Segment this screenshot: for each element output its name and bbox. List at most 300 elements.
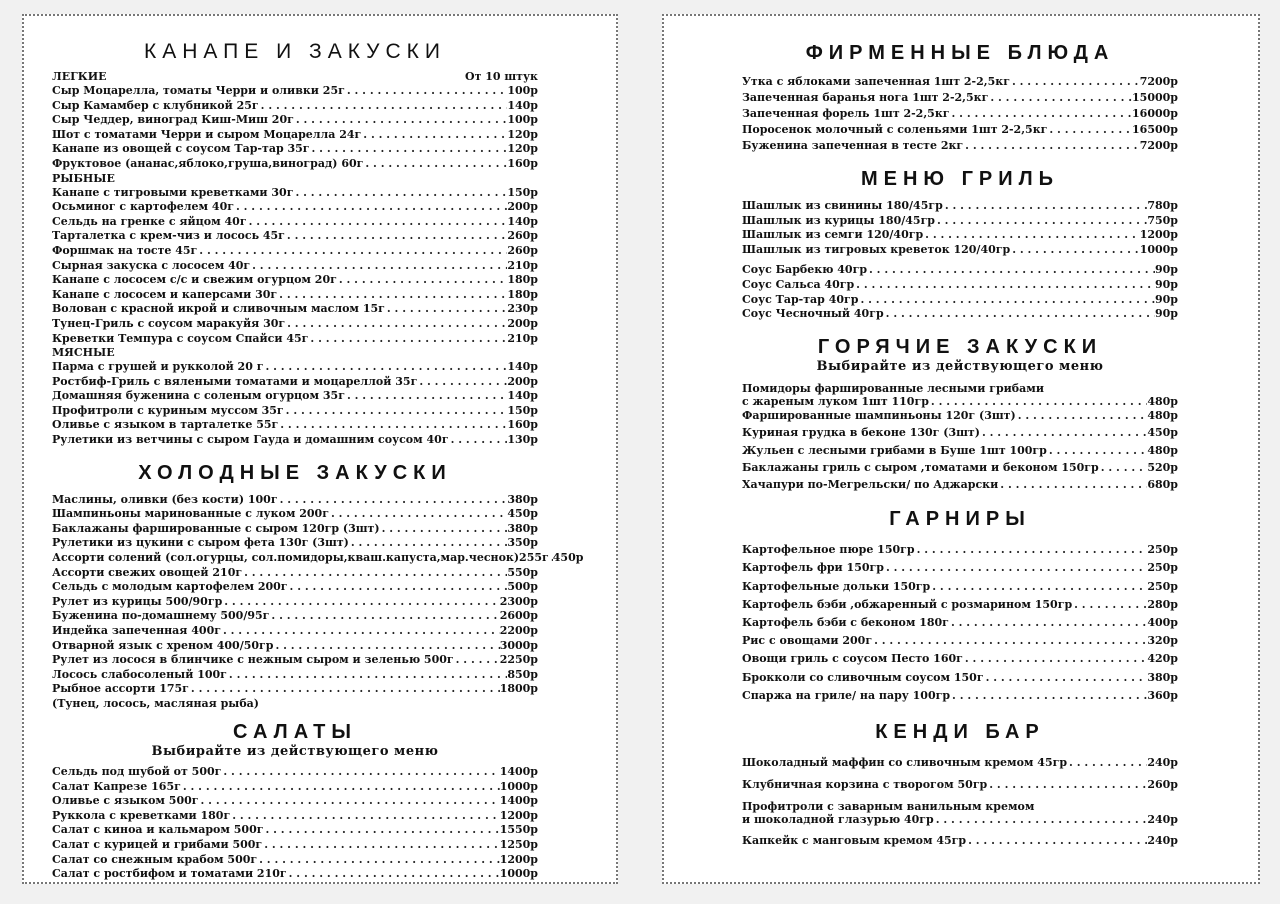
dot-leader [949,616,1147,631]
category-meat [52,346,538,360]
item-price: 3000р [499,638,538,652]
item-price: 210р [507,258,538,272]
item-price: 90р [1155,292,1178,306]
item-price: 180р [507,273,538,287]
item-name: Куриная грудка в беконе 130г (3шт) [742,426,980,440]
dot-leader [935,214,1147,229]
dot-leader [269,609,499,624]
item-price: 1250р [499,837,538,851]
dot-leader [867,263,1155,278]
menu-item [52,809,538,824]
menu-item [52,128,538,143]
item-name: Рулет из курицы 500/90гр [52,594,223,608]
menu-item [742,444,1178,459]
dot-leader [1047,123,1132,138]
item-name: Шашлык из курицы 180/45гр [742,213,935,227]
item-price: 280р [1147,597,1178,611]
section-title-grill: МЕНЮ ГРИЛЬ [860,167,1060,190]
dot-leader [984,671,1148,686]
menu-item [742,228,1178,243]
hot-item-multiline: Помидоры фаршированные лесными грибами [742,381,1044,395]
item-price: 520р [1147,460,1178,474]
dot-leader [980,426,1147,441]
menu-item [742,123,1178,138]
menu-item [742,395,1178,410]
item-price: 90р [1155,277,1178,291]
menu-item [52,259,538,274]
item-name: Сыр Чеддер, виноград Киш-Миш 20г [52,113,294,127]
left-content [52,16,584,882]
dot-leader [234,200,507,215]
menu-item [52,566,538,581]
item-price: 400р [1147,616,1178,630]
dot-leader [263,360,507,375]
dot-leader [285,229,507,244]
item-price: 150р [507,403,538,417]
category-label: ЛЕГКИЕ [52,70,107,83]
menu-item [52,867,538,882]
item-name: Салат со снежным крабом 500г [52,852,258,866]
item-name: Тарталетка с крем-чиз и лосось 45г [52,229,285,243]
menu-item [52,244,538,259]
dot-leader [273,639,499,654]
menu-item [52,780,538,795]
menu-item [742,834,1178,849]
menu-item [52,142,538,157]
item-name: Ассорти свежих овощей 210г [52,565,243,579]
item-price: 480р [1147,394,1178,408]
dot-leader [943,199,1148,214]
item-name: Шот с томатами Черри и сыром Моцарелла 24г [52,127,362,141]
menu-item [52,522,538,537]
item-name: Сырная закуска с лососем 40г [52,258,251,272]
dot-leader [966,834,1147,849]
cold-note: (Тунец, лосось, масляная рыба) [52,696,260,710]
menu-item [742,671,1178,686]
item-price: 1400р [499,794,538,808]
item-name: Спаржа на гриле/ на пару 100гр [742,688,951,702]
dot-leader [454,653,500,668]
dot-leader [449,433,508,448]
item-price: 250р [1147,561,1178,575]
dot-leader [349,536,507,551]
menu-item [52,332,538,347]
item-price: 260р [1147,777,1178,791]
item-price: 210р [507,331,538,345]
dot-leader [337,273,507,288]
item-price: 200р [507,316,538,330]
item-price: 120р [507,127,538,141]
item-price: 1200р [499,852,538,866]
item-name: Буженина по-домашнему 500/95г [52,609,270,623]
item-name: Осьминог с картофелем 40г [52,200,234,214]
candy-item-multiline: Профитроли с заварным ванильным кремом [742,799,1035,813]
dot-leader [1072,598,1147,613]
item-name: Лосось слабосоленый 100г [52,667,227,681]
dot-leader [380,522,508,537]
list-sides [742,543,1178,703]
menu-item [52,84,538,99]
item-name: Салат с киноа и кальмаром 500г [52,823,264,837]
menu-item [742,426,1178,441]
item-name: Шашлык из тигровых креветок 120/40гр [742,242,1011,256]
dot-leader [884,307,1155,322]
dot-leader [329,507,507,522]
menu-item [742,139,1178,154]
menu-item [52,624,538,639]
item-price: 2300р [499,594,538,608]
item-name: Руккола с креветками 180г [52,808,231,822]
item-name: Запеченная форель 1шт 2-2,5кг [742,107,950,121]
dot-leader [930,580,1147,595]
dot-leader [257,853,500,868]
item-price: 380р [1147,670,1178,684]
item-name: Сыр Моцарелла, томаты Черри и оливки 25г [52,84,345,97]
dot-leader [262,838,500,853]
dot-leader [294,113,507,128]
item-price: 1550р [499,823,538,837]
menu-item [742,278,1178,293]
item-name: Картофельные дольки 150гр [742,579,931,593]
menu-item [742,199,1178,214]
item-price: 450р [552,551,584,565]
menu-item [52,580,538,595]
dot-leader [263,823,499,838]
dot-leader [929,395,1147,410]
item-price: 680р [1147,477,1178,491]
item-price: 90р [1155,307,1178,321]
section-title-hot: ГОРЯЧИЕ ЗАКУСКИ [817,335,1103,358]
item-name: Соус Чесночный 40гр [742,307,884,321]
dot-leader [199,794,500,809]
item-name: Рыбное ассорти 175г [52,682,189,696]
section-title-candy: КЕНДИ БАР [875,721,1045,744]
dot-leader [308,332,507,347]
menu-item [742,543,1178,558]
menu-item [52,113,538,128]
item-name: Хачапури по-Мегрельски/ по Аджарски [742,477,999,491]
menu-item [52,360,538,375]
dot-leader [363,157,507,172]
item-price: 130р [507,433,538,447]
list-hot [742,409,1178,492]
list-light [52,84,538,172]
item-price: 780р [1147,198,1178,212]
dot-leader [872,634,1147,649]
section-title-canape: КАНАПЕ И ЗАКУСКИ [143,40,447,63]
dot-leader [288,580,508,595]
item-price: 450р [507,507,538,521]
menu-item [742,307,1178,322]
dot-leader [227,668,507,683]
menu-item [52,375,538,390]
item-name: Маслины, оливки (без кости) 100г [52,492,278,506]
dot-leader [998,478,1147,493]
item-price: 180р [507,287,538,301]
item-name: Картофель бэби ,обжаренный с розмарином 150гр [742,597,1073,611]
item-name: Ассорти солений (сол.огурцы, сол.помидоры,кваш.капуста,мар.чеснок)255г [52,551,549,565]
menu-item [52,823,538,838]
item-name: Сельдь с молодым картофелем 200г [52,580,288,594]
item-name: Фруктовое (ананас,яблоко,груша,виноград) 60г [52,156,364,170]
item-price: 360р [1147,688,1178,702]
list-salads [52,765,538,882]
menu-item [52,215,538,230]
dot-leader [923,228,1140,243]
item-price: 1200р [499,808,538,822]
dot-leader [259,99,508,114]
item-name: Оливье с языком 500г [52,794,199,808]
item-name: Отварной язык с хреном 400/50гр [52,638,274,652]
dot-leader [361,128,507,143]
dot-leader [1099,461,1148,476]
menu-item [52,794,538,809]
item-price: 200р [507,374,538,388]
dot-leader [221,624,500,639]
item-price: 1400р [499,764,538,778]
item-name: и шоколадной глазурью 40гр [742,812,934,826]
item-name: с жареным луком 1шт 110гр [742,394,929,408]
item-name: Утка с яблоками запеченная 1шт 2-2,5кг [742,75,1010,88]
menu-item [742,293,1178,308]
item-name: Рулетики из ветчины с сыром Гауда и домашним соусом 40г [52,433,449,447]
item-name: Шашлык из семги 120/40гр [742,228,924,242]
item-price: 2600р [499,609,538,623]
item-name: Домашняя буженина с соленым огурцом 35г [52,389,345,403]
item-price: 100р [507,84,538,97]
item-name: Сельдь под шубой от 500г [52,764,222,778]
menu-item [742,214,1178,229]
item-name: Соус Тар-тар 40гр [742,292,859,306]
list-fish [52,186,538,347]
item-price: 320р [1147,634,1178,648]
menu-item [742,75,1178,90]
item-name: Баклажаны фаршированные с сыром 120гр (3шт) [52,521,380,535]
item-price: 500р [507,580,538,594]
item-name: Соус Барбекю 40гр [742,263,868,277]
menu-item [742,813,1178,828]
item-price: 350р [507,536,538,550]
category-fish [52,172,538,186]
dot-leader [284,404,508,419]
dot-leader [278,493,508,508]
menu-item [742,461,1178,476]
list-cold [52,492,584,697]
menu-page-right [662,14,1260,884]
menu-item [52,99,538,114]
dot-leader [221,765,499,780]
item-price: 550р [507,565,538,579]
item-price: 1000р [499,779,538,793]
item-price: 2200р [499,624,538,637]
menu-item [52,765,538,780]
item-name: Парма с грушей и рукколой 20 г [52,360,264,374]
item-name: Шоколадный маффин со сливочным кремом 45гр [742,756,1068,770]
dot-leader [417,375,507,390]
dot-leader [988,91,1132,106]
menu-item [52,418,538,433]
list-signature [742,75,1178,154]
dot-leader [277,288,507,303]
menu-item [52,302,538,317]
item-name: Канапе с тигровыми креветками 30г [52,185,294,199]
list-meat [52,360,538,448]
item-price: 380р [507,492,538,506]
menu-item [52,157,538,172]
item-price: 2250р [499,653,538,667]
dot-leader [285,317,507,332]
item-name: Рулет из лосося в блинчике с нежным сыром и зеленью 500г [52,653,454,667]
menu-item [52,317,538,332]
dot-leader [230,809,500,824]
dot-leader [1047,444,1147,459]
item-name: Буженина запеченная в тесте 2кг [742,139,964,153]
dot-leader [987,778,1147,793]
item-price: 200р [507,200,538,214]
item-price: 140р [507,98,538,112]
item-price: 160р [507,156,538,170]
dot-leader [1016,409,1148,424]
menu-item [742,478,1178,493]
dot-leader [222,595,499,610]
item-name: Шашлык из свинины 180/45гр [742,198,943,212]
item-price: 230р [507,302,538,316]
item-name: Салат с курицей и грибами 500г [52,837,263,851]
dot-leader [1010,243,1140,258]
menu-item [742,107,1178,122]
section-title-salads: САЛАТЫ [233,720,357,743]
menu-item [52,668,538,683]
category-label: МЯСНЫЕ [52,346,115,360]
right-content [742,16,1178,849]
item-price: 150р [507,185,538,199]
category-light [52,70,538,84]
dot-leader [247,215,508,230]
menu-item [52,595,538,610]
dot-leader [385,302,507,317]
item-name: Тунец-Гриль с соусом маракуйя 30г [52,316,286,330]
menu-item [52,838,538,853]
menu-item [742,652,1178,667]
item-price: 7200р [1139,75,1178,88]
section-title-sides: ГАРНИРЫ [889,508,1031,531]
menu-item [52,229,538,244]
menu-item [742,263,1178,278]
dot-leader [934,813,1148,828]
item-price: 250р [1147,579,1178,593]
item-name: Шампиньоны маринованные с луком 200г [52,507,329,521]
menu-item [52,186,538,201]
menu-item [52,493,538,508]
item-name: Канапе с лососем и каперсами 30г [52,287,278,301]
menu-item [52,200,538,215]
menu-item [52,288,538,303]
item-name: Волован с красной икрой и сливочным маслом 15г [52,302,385,316]
item-name: Капкейк с манговым кремом 45гр [742,834,967,848]
item-name: Фаршированные шампиньоны 120г (3шт) [742,409,1016,423]
item-price: 16500р [1132,123,1178,137]
dot-leader [197,244,507,259]
item-price: 380р [507,521,538,535]
item-name: Оливье с языком в тарталетке 55г [52,418,279,432]
dot-leader [250,259,507,274]
item-name: Канапе из овощей с соусом Тар-тар 35г [52,142,310,156]
item-name: Форшмак на тосте 45г [52,243,198,257]
salads-subtitle: Выбирайте из действующего меню [151,743,439,759]
item-price: 15000р [1132,91,1178,105]
item-price: 450р [1147,426,1178,440]
dot-leader [189,682,500,697]
menu-item [52,609,538,624]
item-price: 480р [1147,409,1178,423]
item-price: 120р [507,142,538,156]
dot-leader [293,186,507,201]
menu-item [742,689,1178,704]
item-name: Ростбиф-Гриль с вялеными томатами и моцареллой 35г [52,374,418,388]
menu-item [742,561,1178,576]
category-label: РЫБНЫЕ [52,171,115,185]
item-price: 250р [1147,543,1178,557]
item-price: 240р [1147,834,1178,848]
menu-item [742,778,1178,793]
item-name: Запеченная баранья нога 1шт 2-2,5кг [742,91,989,105]
dot-leader [242,566,507,581]
item-name: Рулетики из цукини с сыром фета 130г (3шт) [52,536,349,550]
dot-leader [345,84,508,99]
menu-item [742,243,1178,258]
dot-leader [963,139,1140,154]
item-price: 240р [1147,756,1178,770]
item-name: Профитроли с куриным муссом 35г [52,403,284,417]
menu-item [52,273,538,288]
item-name: Сельдь на гренке с яйцом 40г [52,214,247,228]
menu-item [52,433,538,448]
dot-leader [950,107,1133,122]
dot-leader [181,780,500,795]
item-price: 140р [507,214,538,228]
dot-leader [345,389,507,404]
menu-item [742,409,1178,424]
item-name: Брокколи со сливочным соусом 150г [742,670,984,684]
item-name: Баклажаны гриль с сыром ,томатами и беконом 150гр [742,460,1099,474]
dot-leader [950,689,1147,704]
hot-subtitle: Выбирайте из действующего меню [816,358,1104,374]
menu-item [52,639,538,654]
menu-item [742,598,1178,613]
menu-item [52,682,538,697]
item-name: Жульен с лесными грибами в Буше 1шт 100гр [742,443,1047,457]
item-price: 90р [1155,263,1178,277]
section-title-cold: ХОЛОДНЫЕ ЗАКУСКИ [138,461,452,484]
menu-item [52,389,538,404]
menu-item [742,580,1178,595]
item-name: Канапе с лососем с/с и свежим огурцом 20г [52,273,337,287]
item-name: Картофель бэби с беконом 180г [742,616,949,630]
dot-leader [915,543,1148,558]
list-grill [742,199,1178,257]
item-name: Картофельное пюре 150гр [742,543,915,557]
section-title-signature: ФИРМЕННЫЕ БЛЮДА [805,42,1115,64]
item-price: 750р [1147,213,1178,227]
item-name: Салат Капрезе 165г [52,779,181,793]
item-price: 480р [1147,443,1178,457]
dot-leader [310,142,508,157]
item-price: 260р [507,243,538,257]
menu-item [52,853,538,868]
item-name: Картофель фри 150гр [742,561,884,575]
item-price: 1200р [1139,228,1178,242]
item-price: 1000р [1139,242,1178,256]
